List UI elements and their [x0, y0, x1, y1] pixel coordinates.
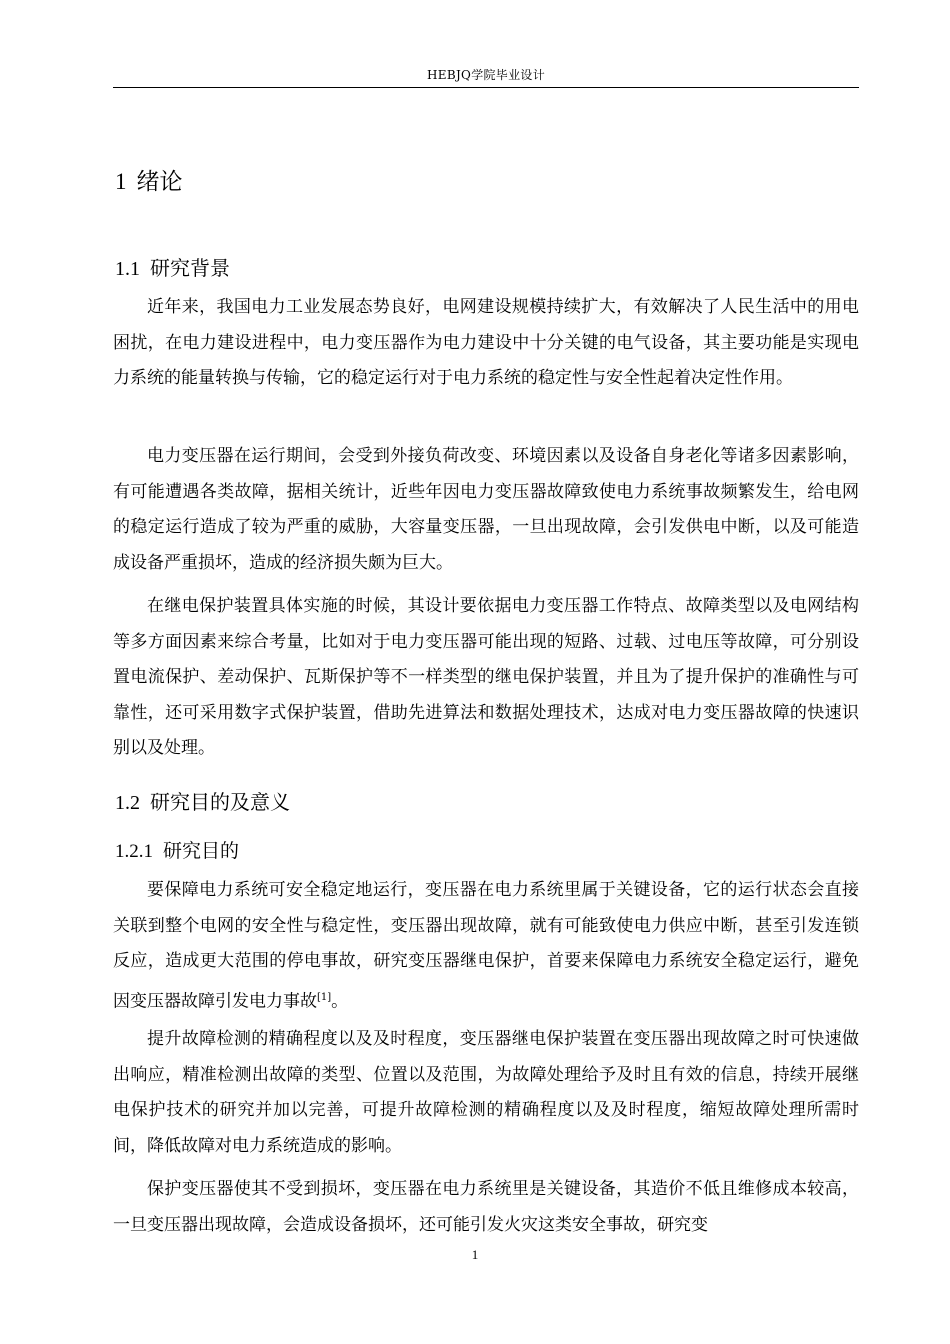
chapter-number: 1: [115, 169, 127, 194]
section-number: 1.1: [115, 258, 140, 280]
paragraph-tail: 。: [331, 991, 349, 1012]
header-divider: [113, 87, 859, 88]
chapter-heading: [115, 163, 183, 196]
section-heading-1-1: [115, 252, 230, 281]
page-header: HEBJQ学院毕业设计: [427, 68, 545, 82]
subsection-title: 研究目的: [163, 840, 240, 862]
chapter-title: 绪论: [136, 169, 183, 195]
paragraph: 在继电保护装置具体实施的时候，其设计要依据电力变压器工作特点、故障类型以及电网结构等多方面因素来综合考量，比如对于电力变压器可能出现的短路、过载、过电压等故障，可分别设置电流保护、差动保护、瓦斯保护等不一样类型的继电保护装置，并且为了提升保护的准确性与可靠性，还可采用数字式保护装置，借助先进算法和数据处理技术，达成对电力变压器故障的快速识别以及处理。: [113, 596, 859, 758]
section-number: 1.2: [115, 792, 140, 814]
section-heading-1-2: [115, 786, 290, 815]
paragraph-text: 要保障电力系统可安全稳定地运行，变压器在电力系统里属于关键设备，它的运行状态会直接关联到整个电网的安全性与稳定性，变压器出现故障，就有可能致使电力供应中断，甚至引发连锁反应，造成更大范围的停电事故，研究变压器继电保护，首要来保障电力系统安全稳定运行，避免因变压器故障引发电力事故: [113, 880, 859, 1012]
subsection-number: 1.2.1: [115, 841, 153, 862]
subsection-heading-1-2-1: [115, 836, 239, 863]
paragraph: [113, 873, 859, 1020]
paragraph: 保护变压器使其不受到损坏，变压器在电力系统里是关键设备，其造价不低且维修成本较高，一旦变压器出现故障，会造成设备损坏，还可能引发火灾这类安全事故，研究变: [113, 1179, 859, 1235]
paragraph: 电力变压器在运行期间，会受到外接负荷改变、环境因素以及设备自身老化等诸多因素影响，有可能遭遇各类故障，据相关统计，近些年因电力变压器故障致使电力系统事故频繁发生，给电网的稳定运行造成了较为严重的威胁，大容量变压器，一旦出现故障，会引发供电中断，以及可能造成设备严重损坏，造成的经济损失颇为巨大。: [113, 446, 859, 573]
citation-marker: [1]: [317, 991, 332, 1003]
paragraph: 近年来，我国电力工业发展态势良好，电网建设规模持续扩大，有效解决了人民生活中的用电困扰，在电力建设进程中，电力变压器作为电力建设中十分关键的电气设备，其主要功能是实现电力系统的能量转换与传输，它的稳定运行对于电力系统的稳定性与安全性起着决定性作用。: [113, 297, 859, 388]
paragraph: 提升故障检测的精确程度以及及时程度，变压器继电保护装置在变压器出现故障之时可快速做出响应，精准检测出故障的类型、位置以及范围，为故障处理给予及时且有效的信息，持续开展继电保护技术的研究并加以完善，可提升故障检测的精确程度以及及时程度，缩短故障处理所需时间，降低故障对电力系统造成的影响。: [113, 1029, 859, 1156]
section-title: 研究背景: [150, 256, 230, 280]
page-number: 1: [471, 1247, 479, 1262]
section-title: 研究目的及意义: [150, 790, 290, 814]
